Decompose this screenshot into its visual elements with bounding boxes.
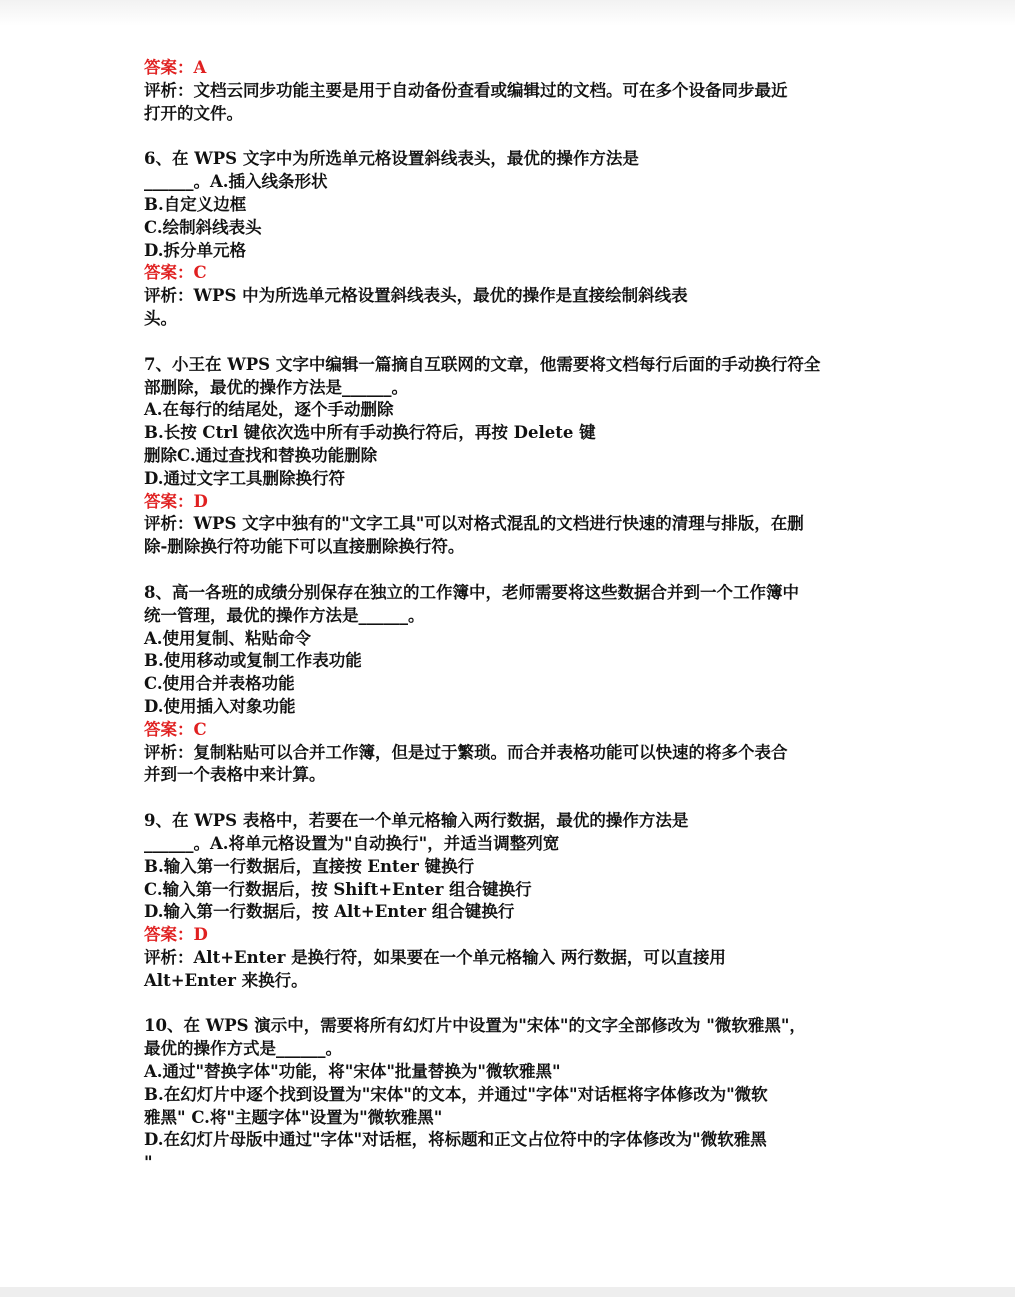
option-text: D.拆分单元格 [144, 240, 246, 260]
option-text: D.输入第一行数据后，按 Alt+Enter 组合键换行 [144, 902, 515, 922]
option-text: A.在每行的结尾处，逐个手动删除 [144, 400, 394, 420]
option-text: D.使用插入对象功能 [144, 696, 296, 716]
answer-label: 答案：D [144, 925, 208, 945]
option-text: B.输入第一行数据后，直接按 Enter 键换行 [144, 856, 475, 876]
question-block [144, 810, 879, 992]
question-text: 部删除，最优的操作方法是______。 [144, 377, 408, 397]
answer-label: 答案：C [144, 263, 207, 283]
option-text: B.长按 Ctrl 键依次选中所有手动换行符后，再按 Delete 键 [144, 423, 596, 443]
question-text: ______。A.插入线条形状 [144, 172, 328, 192]
analysis-text: 除-删除换行符功能下可以直接删除换行符。 [144, 537, 465, 557]
question-block [144, 582, 879, 787]
option-text: 雅黑" C.将"主题字体"设置为"微软雅黑" [144, 1107, 443, 1127]
page-bottom-edge [0, 1287, 1015, 1297]
question-text: 10、在 WPS 演示中，需要将所有幻灯片中设置为"宋体"的文字全部修改为 "微软雅黑"， [144, 1016, 806, 1036]
page-top-shadow [0, 0, 1015, 26]
document-content [144, 57, 879, 1198]
question-text: 8、高一各班的成绩分别保存在独立的工作簿中，老师需要将这些数据合并到一个工作簿中 [144, 582, 799, 602]
option-text: B.自定义边框 [144, 194, 247, 214]
analysis-text: 打开的文件。 [144, 103, 243, 123]
option-text: A.通过"替换字体"功能，将"宋体"批量替换为"微软雅黑" [144, 1062, 561, 1082]
question-block [144, 1015, 879, 1175]
question-block [144, 354, 879, 559]
option-text: C.绘制斜线表头 [144, 217, 262, 237]
option-text: A.使用复制、粘贴命令 [144, 628, 312, 648]
answer-label: 答案：A [144, 58, 207, 77]
question-text: 6、在 WPS 文字中为所选单元格设置斜线表头，最优的操作方法是 [144, 149, 639, 169]
option-text: D.通过文字工具删除换行符 [144, 468, 345, 488]
question-text: 9、在 WPS 表格中，若要在一个单元格输入两行数据，最优的操作方法是 [144, 811, 689, 831]
analysis-text: 并到一个表格中来计算。 [144, 765, 326, 785]
analysis-text: 评析：文档云同步功能主要是用于自动备份查看或编辑过的文档。可在多个设备同步最近 [144, 80, 788, 100]
option-text: B.在幻灯片中逐个找到设置为"宋体"的文本，并通过"字体"对话框将字体修改为"微软 [144, 1084, 768, 1104]
analysis-text: 评析：复制粘贴可以合并工作簿，但是过于繁琐。而合并表格功能可以快速的将多个表合 [144, 742, 788, 762]
analysis-text: 头。 [144, 308, 177, 328]
question-block [144, 57, 879, 125]
option-text: 删除C.通过查找和替换功能删除 [144, 445, 378, 465]
question-text: 7、小王在 WPS 文字中编辑一篇摘自互联网的文章，他需要将文档每行后面的手动换行符全 [144, 354, 821, 374]
option-text: C.输入第一行数据后，按 Shift+Enter 组合键换行 [144, 879, 532, 899]
option-text: C.使用合并表格功能 [144, 674, 295, 694]
analysis-text: 评析：Alt+Enter 是换行符，如果要在一个单元格输入 两行数据，可以直接用 [144, 947, 726, 967]
answer-label: 答案：D [144, 491, 208, 511]
question-text: 最优的操作方式是______。 [144, 1039, 342, 1059]
analysis-text: Alt+Enter 来换行。 [144, 970, 308, 990]
analysis-text: 评析：WPS 中为所选单元格设置斜线表头，最优的操作是直接绘制斜线表 [144, 286, 688, 306]
analysis-text: 评析：WPS 文字中独有的"文字工具"可以对格式混乱的文档进行快速的清理与排版，在删 [144, 514, 804, 534]
question-text: ______。A.将单元格设置为"自动换行"，并适当调整列宽 [144, 833, 560, 853]
option-text: B.使用移动或复制工作表功能 [144, 651, 362, 671]
option-text: D.在幻灯片母版中通过"字体"对话框，将标题和正文占位符中的字体修改为"微软雅黑 [144, 1130, 767, 1150]
answer-label: 答案：C [144, 719, 207, 739]
question-block [144, 148, 879, 330]
question-text: 统一管理，最优的操作方法是______。 [144, 605, 425, 625]
option-text: " [144, 1153, 153, 1173]
